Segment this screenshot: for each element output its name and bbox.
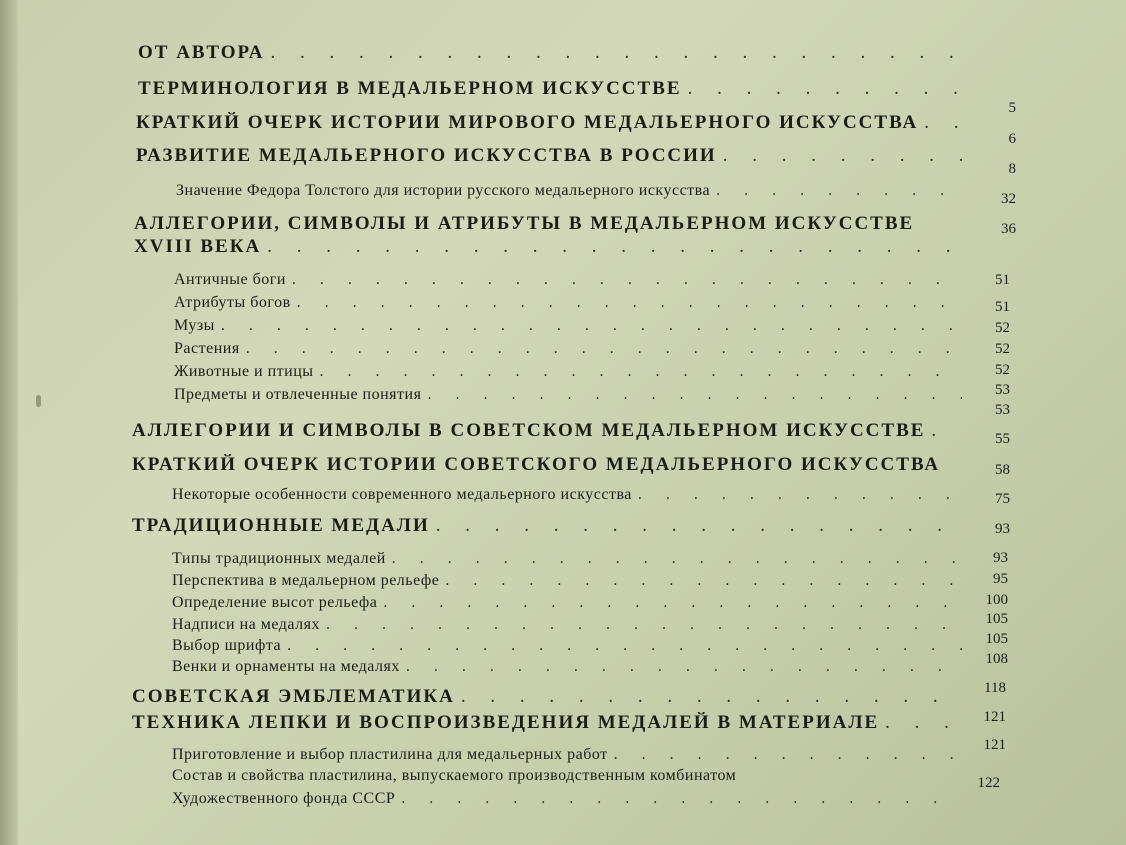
toc-subentry [172, 572, 968, 590]
leader-dots [924, 112, 962, 134]
leader-dots [427, 386, 962, 404]
leader-dots [392, 550, 962, 568]
toc-entry [132, 515, 968, 537]
toc-subentry [174, 317, 968, 335]
leader-dots [931, 420, 962, 442]
toc-subentry-title: Перспектива в медальерном рельефе [172, 572, 440, 589]
page-number: 51 [995, 272, 1010, 288]
toc-entry [136, 145, 968, 167]
toc-entry [134, 213, 968, 235]
toc-subentry [174, 386, 968, 404]
page-number: 53 [995, 402, 1010, 418]
leader-dots [445, 572, 962, 590]
page-number: 32 [1001, 191, 1016, 207]
toc-subentry-title: Музы [174, 317, 215, 334]
leader-dots [270, 42, 962, 64]
toc-subentry-title: Предметы и отвлеченные понятия [174, 386, 422, 403]
leader-dots [716, 182, 962, 200]
toc-subentry [172, 637, 968, 655]
leader-dots [287, 637, 962, 655]
leader-dots [297, 294, 962, 312]
page-number: 52 [995, 320, 1010, 336]
toc-subentry-title: Атрибуты богов [174, 294, 291, 311]
toc-entry-title: XVIII ВЕКА [134, 236, 262, 257]
toc-subentry [176, 182, 968, 200]
toc-subentry-title: Значение Федора Толстого для истории русского медальерного искусства [176, 182, 711, 199]
toc-entry-title: РАЗВИТИЕ МЕДАЛЬЕРНОГО ИСКУССТВА В РОССИИ [136, 145, 717, 166]
page-number: 52 [995, 362, 1010, 378]
page-number: 55 [995, 431, 1010, 447]
leader-dots [326, 616, 962, 634]
page-number: 121 [983, 737, 1006, 753]
page-number: 58 [995, 462, 1010, 478]
toc-subentry [172, 594, 968, 612]
toc-subentry [172, 616, 968, 634]
page-number: 51 [995, 299, 1010, 315]
toc-entry [138, 42, 968, 64]
page-number: 93 [995, 521, 1010, 537]
toc-entry [132, 712, 968, 734]
toc-entry [132, 686, 968, 708]
toc-subentry-title: Типы традиционных медалей [172, 550, 386, 567]
toc-subentry-title: Античные боги [174, 271, 286, 288]
page-number: 5 [1008, 100, 1016, 116]
toc-subentry-title: Состав и свойства пластилина, выпускаемого производственным комбинатом [172, 767, 737, 784]
leader-dots [292, 271, 962, 289]
page-number: 8 [1008, 161, 1016, 177]
leader-dots [614, 746, 962, 764]
page-number: 108 [985, 651, 1008, 667]
toc-subentry-title: Надписи на медалях [172, 616, 320, 633]
toc-subentry [172, 767, 968, 785]
toc-subentry-title: Растения [174, 340, 240, 357]
toc-subentry-title: Художественного фонда СССР [172, 790, 396, 807]
leader-dots [723, 145, 962, 167]
toc-entry-title: ОТ АВТОРА [138, 42, 265, 63]
toc-entry-title: АЛЛЕГОРИИ И СИМВОЛЫ В СОВЕТСКОМ МЕДАЛЬЕРНОМ ИСКУССТВЕ [132, 420, 926, 441]
toc-entry-title: АЛЛЕГОРИИ, СИМВОЛЫ И АТРИБУТЫ В МЕДАЛЬЕРНОМ ИСКУССТВЕ [134, 213, 915, 234]
toc-entry-title: ТЕХНИКА ЛЕПКИ И ВОСПРОИЗВЕДЕНИЯ МЕДАЛЕЙ В МАТЕРИАЛЕ [132, 712, 880, 733]
toc-subentry-title: Определение высот рельефа [172, 594, 378, 611]
toc-entry-title: СОВЕТСКАЯ ЭМБЛЕМАТИКА [132, 686, 455, 707]
leader-dots [406, 658, 962, 676]
toc-subentry-title: Выбор шрифта [172, 637, 282, 654]
toc-entry [136, 112, 968, 134]
leader-dots [401, 790, 962, 808]
toc-subentry-title: Животные и птицы [174, 363, 314, 380]
page-number: 105 [985, 631, 1008, 647]
page-number: 36 [1001, 221, 1016, 237]
page-number: 118 [984, 680, 1006, 696]
toc-entry-title: КРАТКИЙ ОЧЕРК ИСТОРИИ СОВЕТСКОГО МЕДАЛЬЕРНОГО ИСКУССТВА [132, 454, 941, 475]
toc-subentry [172, 658, 968, 676]
toc-entry [138, 78, 968, 100]
page-number: 93 [993, 550, 1008, 566]
page-number: 75 [995, 491, 1010, 507]
toc-entry-title: КРАТКИЙ ОЧЕРК ИСТОРИИ МИРОВОГО МЕДАЛЬЕРНОГО ИСКУССТВА [136, 112, 919, 133]
page-number: 100 [985, 592, 1008, 608]
toc-subentry-title: Некоторые особенности современного медальерного искусства [172, 486, 632, 503]
toc-subentry [174, 271, 968, 289]
page-number: 52 [995, 341, 1010, 357]
page-number: 105 [985, 611, 1008, 627]
toc-entry-title: ТЕРМИНОЛОГИЯ В МЕДАЛЬЕРНОМ ИСКУССТВЕ [138, 78, 682, 99]
leader-dots [638, 486, 962, 504]
leader-dots [383, 594, 962, 612]
toc-subentry-title: Венки и орнаменты на медалях [172, 658, 400, 675]
leader-dots [688, 78, 962, 100]
page-number: 122 [977, 775, 1000, 791]
leader-dots [320, 363, 962, 381]
leader-dots [246, 340, 962, 358]
toc-subentry [174, 340, 968, 358]
toc-entry [134, 236, 968, 258]
toc-entry-title: ТРАДИЦИОННЫЕ МЕДАЛИ [132, 515, 430, 536]
page-number: 53 [995, 382, 1010, 398]
page-number: 6 [1008, 131, 1016, 147]
toc-subentry-title: Приготовление и выбор пластилина для медальерных работ [172, 746, 608, 763]
toc-subentry [174, 294, 968, 312]
leader-dots [267, 236, 962, 258]
leader-dots [461, 686, 962, 708]
page-number: 121 [983, 709, 1006, 725]
toc-entry [132, 454, 968, 476]
toc-subentry [172, 746, 968, 764]
toc-subentry [172, 550, 968, 568]
toc-subentry [174, 363, 968, 381]
toc-entry [132, 420, 968, 442]
toc-subentry [172, 790, 968, 808]
leader-dots [221, 317, 962, 335]
toc-subentry [172, 486, 968, 504]
leader-dots [885, 712, 962, 734]
page-number: 95 [993, 571, 1008, 587]
leader-dots [436, 515, 962, 537]
